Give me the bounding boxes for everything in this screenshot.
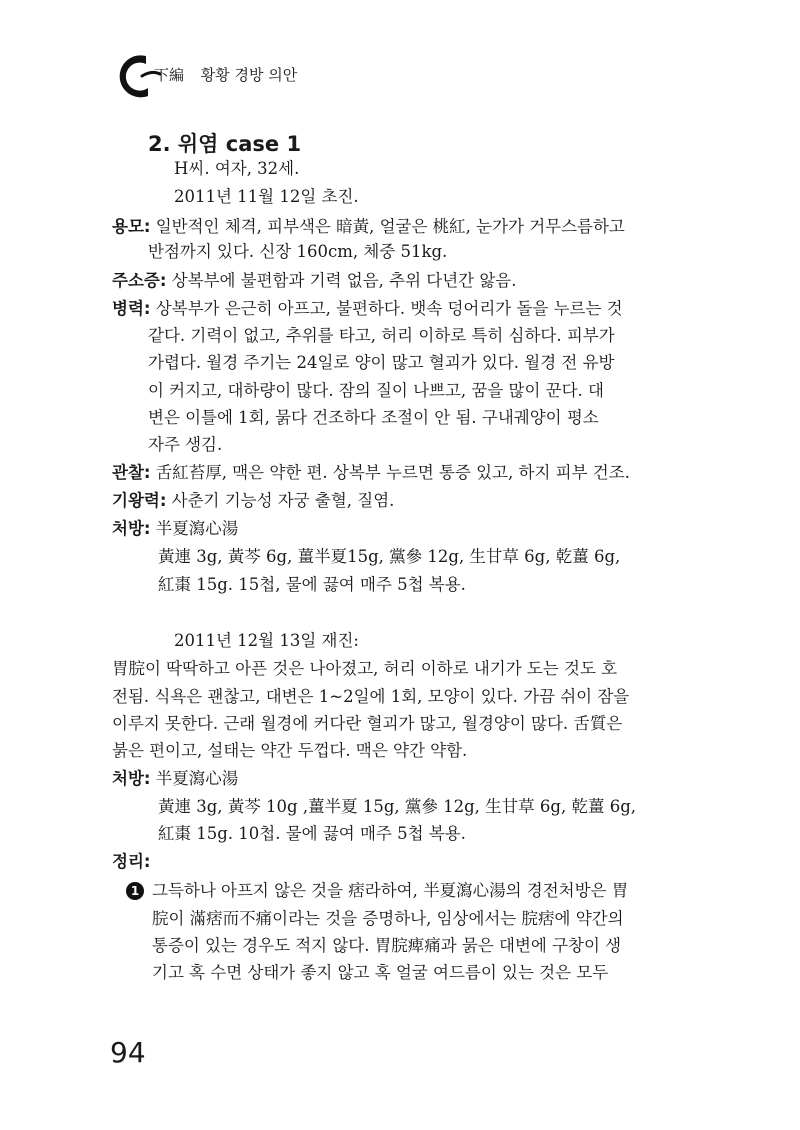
summary-label: 정리: [112, 852, 151, 871]
prescription-1 [112, 518, 238, 540]
prescription-1-line-2: 紅棗 15g. 15첩, 물에 끓여 매주 5첩 복용. [158, 575, 466, 594]
appearance-label: 용모: [112, 217, 151, 236]
appearance-line-2: 반점까지 있다. 신장 160cm, 체중 51kg. [148, 242, 448, 261]
second-visit-line-3: 이루지 못한다. 근래 월경에 커다란 혈괴가 많고, 월경양이 많다. 舌質은 [112, 714, 623, 733]
summary-line-4: 기고 혹 수면 상태가 좋지 않고 혹 얼굴 여드름이 있는 것은 모두 [152, 963, 609, 982]
summary-heading [112, 851, 150, 873]
past-history-text: 사춘기 기능성 자궁 출혈, 질염. [171, 491, 395, 510]
history-line-2: 같다. 기력이 없고, 추위를 타고, 허리 이하로 특히 심하다. 피부가 [148, 326, 615, 345]
prescription-2 [112, 768, 238, 790]
second-visit-date: 2011년 12월 13일 재진: [174, 631, 359, 650]
appearance-text: 일반적인 체격, 피부색은 暗黃, 얼굴은 桃紅, 눈가가 거무스름하고 [155, 217, 625, 236]
prescription-1-line-1: 黃連 3g, 黃芩 6g, 薑半夏15g, 黨參 12g, 生甘草 6g, 乾薑 6g, [158, 547, 621, 566]
past-history [112, 490, 394, 512]
prescription-2-label: 처방: [112, 769, 151, 788]
history-line-4: 이 커지고, 대하량이 많다. 잠의 질이 나쁘고, 꿈을 많이 꾼다. 대 [148, 381, 604, 400]
history-text: 상복부가 은근히 아프고, 불편하다. 뱃속 덩어리가 돌을 누르는 것 [155, 299, 623, 318]
prescription-1-name: 半夏瀉心湯 [155, 519, 239, 538]
history-line-6: 자주 생김. [148, 435, 223, 454]
header-volume: 下編 [154, 66, 185, 84]
summary-line-3: 통증이 있는 경우도 적지 않다. 胃脘痺痛과 묽은 대변에 구창이 생 [152, 936, 622, 955]
summary-line-2: 脘이 滿痞而不痛이라는 것을 증명하나, 임상에서는 脘痞에 약간의 [152, 909, 624, 928]
second-visit-line-2: 전됨. 식욕은 괜찮고, 대변은 1~2일에 1회, 모양이 있다. 가끔 쉬이 잠을 [112, 687, 630, 706]
history-line-1 [112, 298, 623, 320]
prescription-2-name: 半夏瀉心湯 [155, 769, 239, 788]
observation-text: 舌紅苔厚, 맥은 약한 편. 상복부 누르면 통증 있고, 하지 피부 건조. [155, 463, 630, 482]
history-line-3: 가렵다. 월경 주기는 24일로 양이 많고 혈괴가 있다. 월경 전 유방 [148, 353, 615, 372]
summary-line-1 [126, 880, 628, 902]
section-title: 2. 위염 case 1 [148, 132, 302, 156]
chief-complaint [112, 270, 516, 292]
second-visit-line-4: 붉은 편이고, 설태는 약간 두껍다. 맥은 약간 약함. [112, 741, 468, 760]
page-number: 94 [110, 1036, 146, 1069]
first-visit-date: 2011년 11월 12일 초진. [174, 187, 359, 206]
history-line-5: 변은 이틀에 1회, 묽다 건조하다 조절이 안 됨. 구내궤양이 평소 [148, 408, 599, 427]
prescription-2-line-2: 紅棗 15g. 10첩. 물에 끓여 매주 5첩 복용. [158, 824, 466, 843]
header-text [154, 64, 297, 85]
past-history-label: 기왕력: [112, 491, 167, 510]
header-title: 황황 경방 의안 [200, 66, 298, 84]
prescription-1-label: 처방: [112, 519, 151, 538]
appearance-line-1 [112, 216, 625, 238]
prescription-2-line-1: 黃連 3g, 黃芩 10g ,薑半夏 15g, 黨參 12g, 生甘草 6g, 乾薑 6g, [158, 797, 637, 816]
circled-number-icon: 1 [126, 882, 144, 900]
patient-info: H씨. 여자, 32세. [174, 159, 300, 178]
second-visit-line-1: 胃脘이 딱딱하고 아픈 것은 나아졌고, 허리 이하로 내기가 도는 것도 호 [112, 659, 618, 678]
history-label: 병력: [112, 299, 151, 318]
chief-label: 주소증: [112, 271, 167, 290]
summary-text-1: 그득하나 아프지 않은 것을 痞라하여, 半夏瀉心湯의 경전처방은 胃 [152, 881, 629, 900]
observation-label: 관찰: [112, 463, 151, 482]
observation [112, 462, 630, 484]
chief-text: 상복부에 불편함과 기력 없음, 추위 다년간 앓음. [171, 271, 517, 290]
